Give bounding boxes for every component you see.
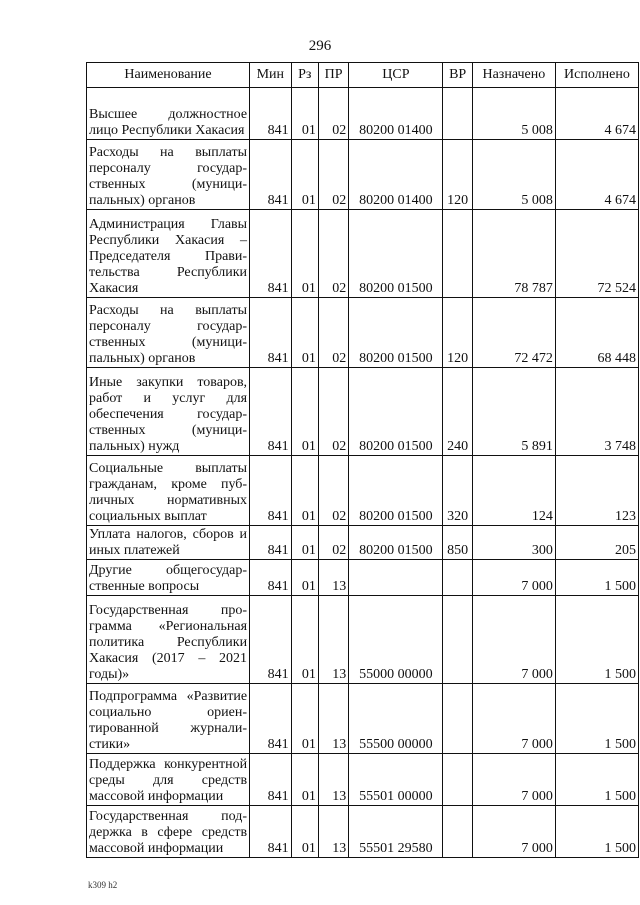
cell-name: Государственная поддержка в сфере средств массовой информации (87, 806, 250, 858)
table-row (87, 560, 639, 596)
cell-rz: 01 (291, 210, 318, 298)
cell-vr (443, 560, 472, 596)
cell-pr: 13 (318, 560, 348, 596)
cell-name: Государственная программа «Региональная политика Республики Хакасия (2017 – 2021 годы)» (87, 596, 250, 684)
cell-min: 841 (250, 140, 292, 210)
cell-assigned: 78 787 (472, 210, 555, 298)
header-rz: Рз (291, 63, 318, 88)
cell-vr (443, 684, 472, 754)
cell-pr: 13 (318, 596, 348, 684)
cell-min: 841 (250, 806, 292, 858)
cell-executed: 1 500 (555, 806, 638, 858)
cell-min: 841 (250, 684, 292, 754)
cell-rz: 01 (291, 368, 318, 456)
table-row (87, 88, 639, 140)
cell-pr: 02 (318, 368, 348, 456)
cell-csr (349, 560, 443, 596)
cell-executed: 1 500 (555, 754, 638, 806)
cell-pr: 02 (318, 526, 348, 560)
cell-name: Уплата налогов, сборов и иных платежей (87, 526, 250, 560)
cell-vr (443, 754, 472, 806)
cell-csr: 80200 01500 (349, 298, 443, 368)
cell-min: 841 (250, 560, 292, 596)
cell-executed: 1 500 (555, 560, 638, 596)
cell-csr: 80200 01400 (349, 88, 443, 140)
cell-csr: 55501 00000 (349, 754, 443, 806)
cell-csr: 55501 29580 (349, 806, 443, 858)
cell-executed: 3 748 (555, 368, 638, 456)
table-row (87, 140, 639, 210)
cell-assigned: 7 000 (472, 806, 555, 858)
header-vr: ВР (443, 63, 472, 88)
cell-assigned: 300 (472, 526, 555, 560)
cell-executed: 68 448 (555, 298, 638, 368)
cell-assigned: 124 (472, 456, 555, 526)
cell-name: Высшее должностное лицо Республики Хакасия (87, 88, 250, 140)
table-row (87, 806, 639, 858)
cell-assigned: 7 000 (472, 560, 555, 596)
cell-rz: 01 (291, 560, 318, 596)
cell-rz: 01 (291, 806, 318, 858)
cell-rz: 01 (291, 298, 318, 368)
cell-assigned: 5 008 (472, 88, 555, 140)
header-name: Наименование (87, 63, 250, 88)
table-header-row (87, 63, 639, 88)
cell-pr: 02 (318, 140, 348, 210)
cell-assigned: 5 008 (472, 140, 555, 210)
cell-min: 841 (250, 596, 292, 684)
cell-pr: 13 (318, 754, 348, 806)
cell-csr: 80200 01500 (349, 210, 443, 298)
cell-vr: 120 (443, 140, 472, 210)
table-row (87, 210, 639, 298)
footer-code: k309 h2 (88, 880, 118, 890)
table-body (87, 88, 639, 858)
cell-min: 841 (250, 526, 292, 560)
cell-pr: 02 (318, 210, 348, 298)
header-assigned: Назначено (472, 63, 555, 88)
cell-min: 841 (250, 456, 292, 526)
cell-assigned: 5 891 (472, 368, 555, 456)
cell-min: 841 (250, 368, 292, 456)
cell-rz: 01 (291, 88, 318, 140)
cell-pr: 02 (318, 88, 348, 140)
table-row (87, 684, 639, 754)
cell-rz: 01 (291, 140, 318, 210)
cell-rz: 01 (291, 456, 318, 526)
table-row (87, 526, 639, 560)
cell-name: Социальные выплаты гражданам, кроме публичных нормативных социальных выплат (87, 456, 250, 526)
cell-name: Администрация Главы Республики Хакасия – Председателя Правительства Республики Хакасия (87, 210, 250, 298)
cell-assigned: 72 472 (472, 298, 555, 368)
cell-executed: 4 674 (555, 88, 638, 140)
cell-assigned: 7 000 (472, 754, 555, 806)
cell-vr (443, 596, 472, 684)
cell-executed: 1 500 (555, 684, 638, 754)
cell-vr: 850 (443, 526, 472, 560)
cell-name: Расходы на выплаты персоналу государственных (муниципальных) органов (87, 140, 250, 210)
header-min: Мин (250, 63, 292, 88)
cell-rz: 01 (291, 754, 318, 806)
cell-csr: 55000 00000 (349, 596, 443, 684)
cell-csr: 55500 00000 (349, 684, 443, 754)
cell-csr: 80200 01400 (349, 140, 443, 210)
cell-min: 841 (250, 298, 292, 368)
cell-name: Подпрограмма «Развитие социально ориентированной журналистики» (87, 684, 250, 754)
cell-executed: 123 (555, 456, 638, 526)
cell-executed: 72 524 (555, 210, 638, 298)
cell-vr (443, 806, 472, 858)
header-csr: ЦСР (349, 63, 443, 88)
cell-assigned: 7 000 (472, 684, 555, 754)
cell-pr: 02 (318, 456, 348, 526)
cell-pr: 13 (318, 806, 348, 858)
table-row (87, 298, 639, 368)
cell-csr: 80200 01500 (349, 368, 443, 456)
cell-csr: 80200 01500 (349, 456, 443, 526)
cell-min: 841 (250, 210, 292, 298)
table-row (87, 596, 639, 684)
cell-csr: 80200 01500 (349, 526, 443, 560)
table-row (87, 456, 639, 526)
header-pr: ПР (318, 63, 348, 88)
cell-assigned: 7 000 (472, 596, 555, 684)
cell-vr (443, 210, 472, 298)
cell-rz: 01 (291, 526, 318, 560)
cell-name: Поддержка конкурентной среды для средств массовой информации (87, 754, 250, 806)
page-number: 296 (308, 38, 332, 54)
cell-vr: 120 (443, 298, 472, 368)
cell-min: 841 (250, 88, 292, 140)
cell-pr: 13 (318, 684, 348, 754)
header-executed: Исполнено (555, 63, 638, 88)
cell-vr (443, 88, 472, 140)
cell-name: Расходы на выплаты персоналу государственных (муниципальных) органов (87, 298, 250, 368)
cell-vr: 240 (443, 368, 472, 456)
cell-name: Иные закупки товаров, работ и услуг для обеспечения государственных (муниципальных) нужд (87, 368, 250, 456)
budget-table (86, 62, 639, 858)
cell-rz: 01 (291, 684, 318, 754)
cell-executed: 1 500 (555, 596, 638, 684)
cell-min: 841 (250, 754, 292, 806)
table-row (87, 368, 639, 456)
cell-rz: 01 (291, 596, 318, 684)
cell-pr: 02 (318, 298, 348, 368)
table-row (87, 754, 639, 806)
cell-executed: 205 (555, 526, 638, 560)
cell-name: Другие общегосударственные вопросы (87, 560, 250, 596)
cell-vr: 320 (443, 456, 472, 526)
cell-executed: 4 674 (555, 140, 638, 210)
